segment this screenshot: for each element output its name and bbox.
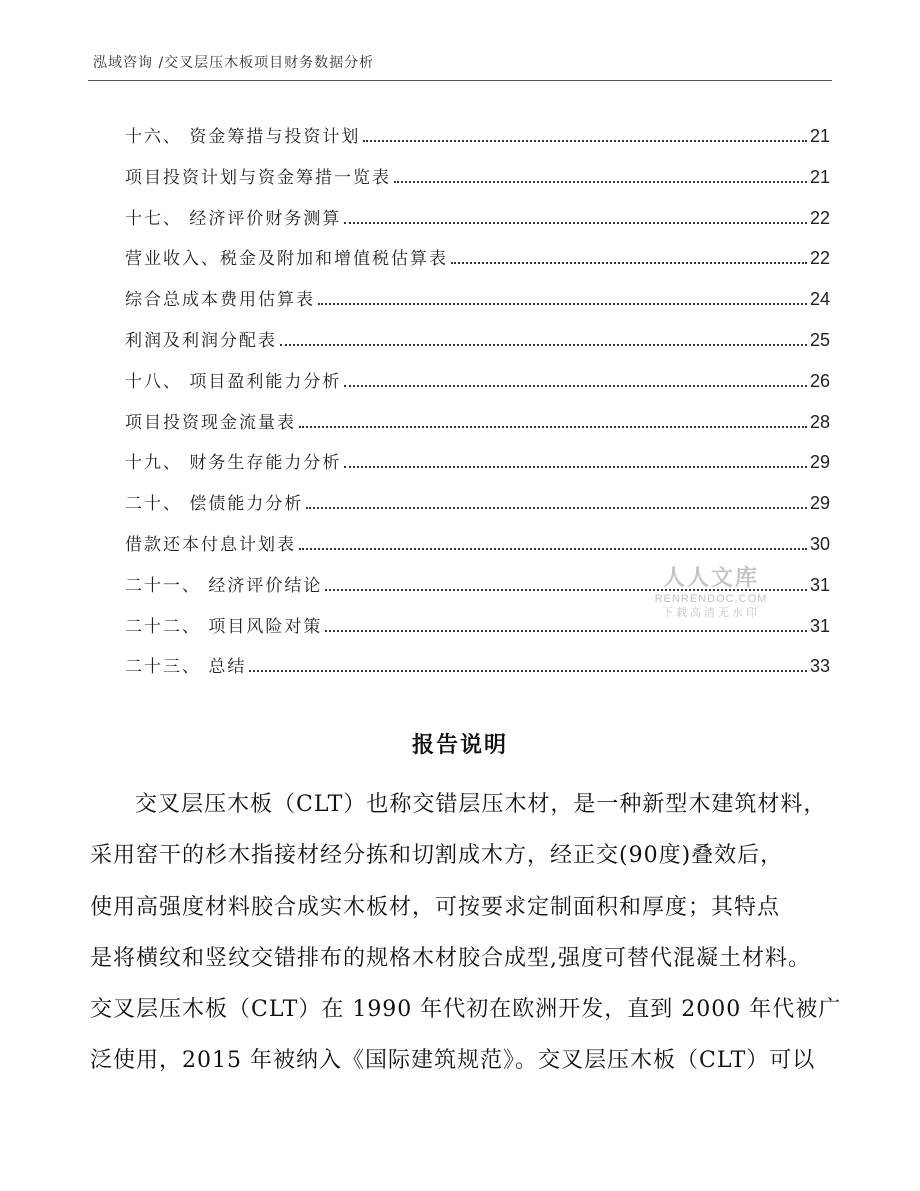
toc-entry-title: 营业收入、税金及附加和增值税估算表 <box>125 249 448 270</box>
toc-entry[interactable] <box>125 285 830 326</box>
paragraph-line: 泛使用，2015 年被纳入《国际建筑规范》。交叉层压木板（CLT）可以 <box>90 1048 816 1074</box>
toc-entry-title: 十八、 项目盈利能力分析 <box>125 371 342 392</box>
toc-entry-page: 31 <box>809 574 830 595</box>
toc-entry[interactable] <box>125 122 830 163</box>
toc-entry-title: 十七、 经济评价财务测算 <box>125 208 342 229</box>
toc-entry-page: 28 <box>809 411 830 432</box>
toc-entry-title: 借款还本付息计划表 <box>125 534 296 555</box>
toc-entry-page: 22 <box>809 248 830 269</box>
toc-entry-title: 二十二、 项目风险对策 <box>125 616 323 637</box>
toc-entry-page: 22 <box>809 207 830 228</box>
toc-leader-dots <box>344 465 807 468</box>
toc-entry[interactable] <box>125 204 830 245</box>
section-title: 报告说明 <box>411 733 508 758</box>
toc-entry-page: 29 <box>809 493 830 514</box>
toc-leader-dots <box>280 343 807 346</box>
watermark-caption: 下载高清无水印 <box>662 606 760 619</box>
toc-leader-dots <box>249 669 807 672</box>
page-header: 泓域咨询 /交叉层压木板项目财务数据分析 <box>93 55 375 71</box>
toc-entry-title: 利润及利润分配表 <box>125 330 277 351</box>
toc-leader-dots <box>299 425 807 428</box>
paragraph-line: 采用窑干的杉木指接材经分拣和切割成木方，经正交(90度)叠效后， <box>90 843 784 869</box>
report-body <box>90 779 842 1087</box>
toc-entry[interactable] <box>125 489 830 530</box>
toc-entry[interactable] <box>125 652 830 693</box>
watermark-domain: RENRENDOC.COM <box>654 593 768 605</box>
toc-entry-page: 31 <box>809 615 830 636</box>
toc-entry[interactable] <box>125 163 830 204</box>
paragraph-line: 使用高强度材料胶合成实木板材，可按要求定制面积和厚度；其特点 <box>90 894 781 920</box>
watermark-title: 人人文库 <box>662 566 759 591</box>
toc-entry-page: 21 <box>809 166 830 187</box>
header-divider <box>88 80 832 81</box>
toc-leader-dots <box>344 221 807 224</box>
toc-entry-page: 21 <box>809 126 830 146</box>
paragraph-line: 交叉层压木板（CLT）也称交错层压木材，是一种新型木建筑材料， <box>135 792 827 817</box>
toc-entry-page: 30 <box>809 533 830 554</box>
toc-entry-title: 项目投资现金流量表 <box>125 412 296 433</box>
toc-entry[interactable] <box>125 530 830 571</box>
toc-entry-page: 33 <box>809 656 830 677</box>
toc-entry[interactable] <box>125 326 830 367</box>
toc-entry-title: 项目投资计划与资金筹措一览表 <box>125 167 391 188</box>
toc-leader-dots <box>306 506 807 509</box>
toc-entry[interactable] <box>125 244 830 285</box>
watermark <box>646 566 776 620</box>
paragraph-line: 是将横纹和竖纹交错排布的规格木材胶合成型,强度可替代混凝土材料。 <box>90 945 811 971</box>
toc-entry-page: 24 <box>809 289 830 310</box>
toc-entry[interactable] <box>125 448 830 489</box>
toc-entry-title: 十九、 财务生存能力分析 <box>125 453 342 474</box>
toc-entry[interactable] <box>125 367 830 408</box>
toc-leader-dots <box>344 384 807 387</box>
toc-leader-dots <box>325 629 807 632</box>
toc-entry-title: 二十、 偿债能力分析 <box>125 494 304 515</box>
toc-entry-title: 二十一、 经济评价结论 <box>125 575 323 596</box>
toc-entry-page: 29 <box>809 452 830 473</box>
toc-leader-dots <box>299 547 807 550</box>
toc-leader-dots <box>451 261 807 264</box>
toc-entry-title: 十六、 资金筹措与投资计划 <box>125 127 361 147</box>
toc-leader-dots <box>363 139 807 142</box>
paragraph-line: 交叉层压木板（CLT）在 1990 年代初在欧洲开发，直到 2000 年代被广 <box>90 997 842 1023</box>
toc-entry-page: 26 <box>809 370 830 391</box>
toc-entry-page: 25 <box>809 329 830 350</box>
toc-entry[interactable] <box>125 408 830 449</box>
toc-entry-title: 综合总成本费用估算表 <box>125 290 315 311</box>
toc-entry-title: 二十三、 总结 <box>125 657 247 678</box>
toc-leader-dots <box>394 180 807 183</box>
toc-leader-dots <box>318 302 807 305</box>
